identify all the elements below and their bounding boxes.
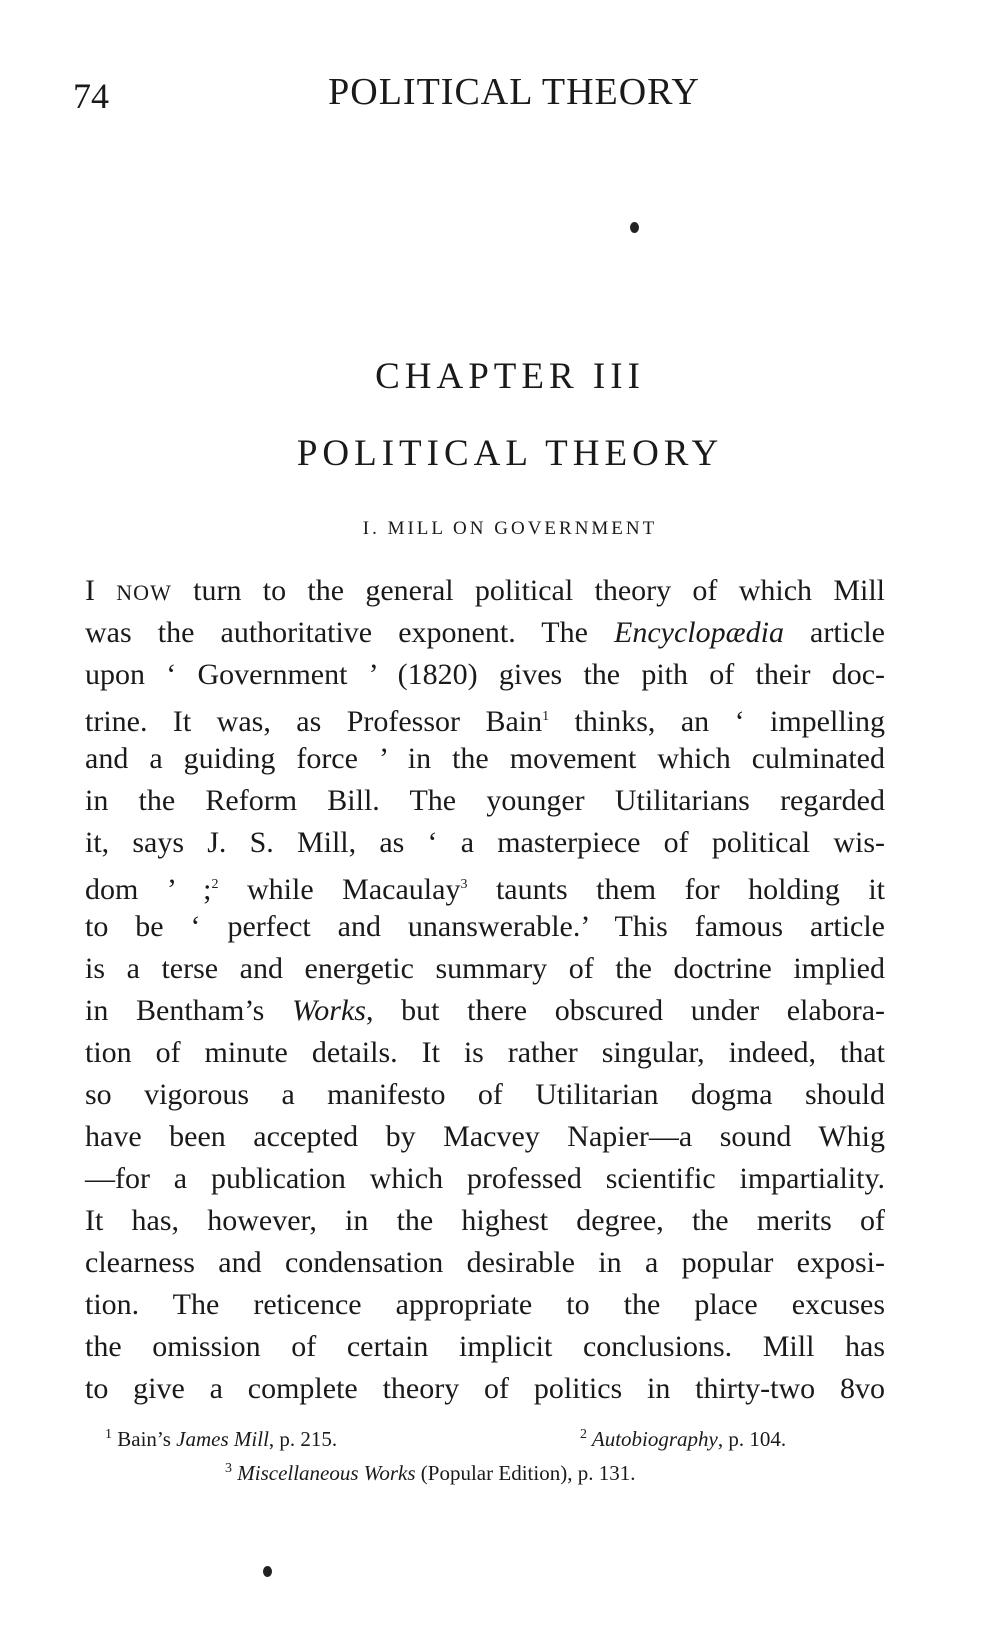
footnotes — [105, 1427, 865, 1495]
chapter-title: POLITICAL THEORY — [296, 433, 724, 474]
text-line: tion of minute details. It is rather singular, indeed, that — [85, 1036, 885, 1069]
text-line: clearness and condensation desirable in a popular exposi- — [85, 1246, 885, 1279]
footnote-row — [105, 1427, 865, 1461]
italic-title: Encyclopædia — [614, 616, 784, 649]
footnote-ref: 1 — [542, 709, 550, 724]
text-line: was the authoritative exponent. The Encyclopædia article — [85, 616, 885, 649]
printer-mark — [263, 1566, 272, 1577]
text-line: it, says J. S. Mill, as ‘ a masterpiece of political wis- — [85, 826, 885, 859]
text-line: tion. The reticence appropriate to the place excuses — [85, 1288, 885, 1321]
footnote-3: $^3$ Miscellaneous Works (Popular Edition), p. 131. — [225, 1461, 636, 1485]
text-line: so vigorous a manifesto of Utilitarian dogma should — [85, 1078, 885, 1111]
text-line: have been accepted by Macvey Napier—a sound Whig — [85, 1120, 885, 1153]
text-line: It has, however, in the highest degree, the merits of — [85, 1204, 885, 1237]
text-line: to give a complete theory of politics in thirty-two 8vo — [85, 1372, 885, 1405]
text-line: —for a publication which professed scientific impartiality. — [85, 1162, 885, 1195]
italic-title: Works — [292, 994, 366, 1027]
footnote-row — [105, 1461, 865, 1495]
section-heading: I. MILL ON GOVERNMENT — [362, 518, 658, 539]
text-line: and a guiding force ’ in the movement which culminated — [85, 742, 885, 775]
text-line: is a terse and energetic summary of the doctrine implied — [85, 952, 885, 985]
text-line: the omission of certain implicit conclusions. Mill has — [85, 1330, 885, 1363]
running-title: POLITICAL THEORY — [328, 71, 700, 113]
footnote-1: $^1$ Bain’s James Mill, p. 215. — [105, 1427, 338, 1451]
text-line: trine. It was, as Professor Bain$^1$ thinks, an ‘ impelling — [85, 705, 885, 738]
printer-mark — [630, 222, 639, 233]
footnote-ref: 2 — [211, 877, 219, 892]
body-text — [85, 570, 885, 1410]
text-line: dom ’ ;$^2$ while Macaulay$^3$ taunts them for holding it — [85, 873, 886, 906]
text-line: in Bentham’s Works, but there obscured under elabora- — [85, 994, 886, 1027]
text-line: in the Reform Bill. The younger Utilitarians regarded — [85, 784, 885, 817]
footnote-ref: 3 — [460, 877, 468, 892]
page-number: 74 — [73, 76, 109, 116]
text-line: upon ‘ Government ’ (1820) gives the pith of their doc- — [85, 658, 885, 691]
text-line: I NOW turn to the general political theory of which Mill — [85, 574, 886, 607]
text-line: to be ‘ perfect and unanswerable.’ This famous article — [85, 910, 885, 943]
chapter-number: CHAPTER III — [375, 356, 645, 397]
footnote-2: $^2$ Autobiography, p. 104. — [580, 1427, 787, 1451]
